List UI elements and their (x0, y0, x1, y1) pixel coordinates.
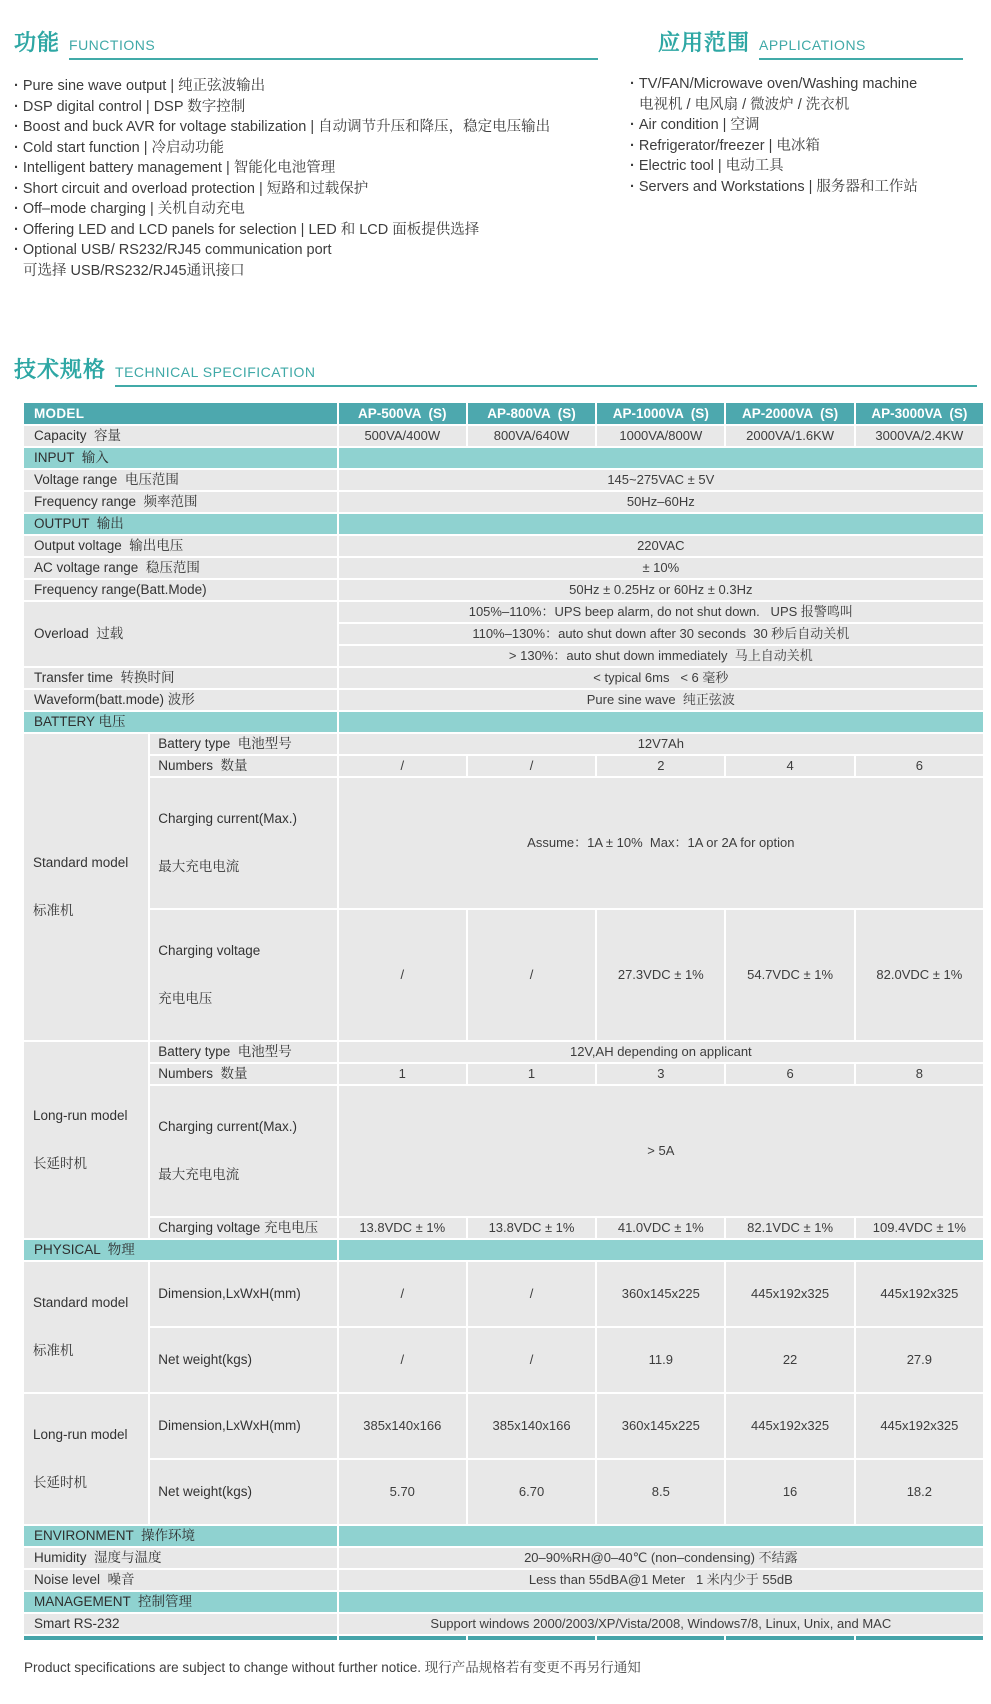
frequency-range-batt-value: 50Hz ± 0.25Hz or 60Hz ± 0.3Hz (339, 580, 983, 600)
phys-std-weight-value: 27.9 (856, 1328, 983, 1392)
section-physical-fill (339, 1240, 983, 1260)
longrun-model-group-label: Long-run model 长延时机 (24, 1042, 148, 1238)
row-transfer-time (24, 668, 983, 688)
row-section-management (24, 1592, 983, 1612)
list-item: · Off–mode charging | 关机自动充电 (14, 199, 598, 220)
phys-std-dimension-value: 445x192x325 (856, 1262, 983, 1326)
list-item: · Short circuit and overload protection | 短路和过载保护 (14, 179, 598, 200)
applications-section (630, 26, 963, 197)
row-waveform (24, 690, 983, 710)
lr-numbers-value: 1 (468, 1064, 595, 1084)
lr-numbers-value: 3 (597, 1064, 724, 1084)
smart-rs232-label: Smart RS-232 (24, 1614, 337, 1634)
row-std-charging-current (24, 778, 983, 908)
spec-title (14, 353, 977, 387)
waveform-value: Pure sine wave 纯正弦波 (339, 690, 983, 710)
std-charging-voltage-value: / (468, 910, 595, 1040)
phys-std-weight-value: / (468, 1328, 595, 1392)
std-charging-voltage-value: 54.7VDC ± 1% (726, 910, 853, 1040)
overload-value: 110%–130%：auto shut down after 30 seconds 30 秒后自动关机 (339, 624, 983, 644)
phys-std-weight-value: 11.9 (597, 1328, 724, 1392)
section-environment-fill (339, 1526, 983, 1546)
std-charging-voltage-value: 82.0VDC ± 1% (856, 910, 983, 1040)
std-charging-voltage-label: Charging voltage 充电电压 (150, 910, 336, 1040)
std-battery-type-value: 12V7Ah (339, 734, 983, 754)
row-lr-numbers (24, 1064, 983, 1084)
lr-charging-voltage-value: 82.1VDC ± 1% (726, 1218, 853, 1238)
model-name: AP-500VA (S) (339, 403, 466, 424)
spec-title-zh: 技术规格 (14, 357, 107, 382)
row-ac-voltage-range (24, 558, 983, 578)
std-numbers-value: / (468, 756, 595, 776)
standard-model-group-label: Standard model 标准机 (24, 734, 148, 1040)
row-section-environment (24, 1526, 983, 1546)
smart-rs232-value: Support windows 2000/2003/XP/Vista/2008, Windows7/8, Linux, Unix, and MAC (339, 1614, 983, 1634)
std-numbers-value: / (339, 756, 466, 776)
lr-charging-voltage-value: 13.8VDC ± 1% (339, 1218, 466, 1238)
functions-section (14, 26, 598, 281)
row-output-voltage (24, 536, 983, 556)
list-item: · Servers and Workstations | 服务器和工作站 (630, 177, 963, 198)
row-section-input (24, 448, 983, 468)
row-noise (24, 1570, 983, 1590)
phys-std-dimension-value: 445x192x325 (726, 1262, 853, 1326)
model-name: AP-1000VA (S) (597, 403, 724, 424)
row-section-output (24, 514, 983, 534)
section-battery-label: BATTERY 电压 (24, 712, 337, 732)
list-item: · Pure sine wave output | 纯正弦波输出 (14, 76, 598, 97)
row-section-battery (24, 712, 983, 732)
list-item: · Electric tool | 电动工具 (630, 156, 963, 177)
list-item: · Refrigerator/freezer | 电冰箱 (630, 136, 963, 157)
row-frequency-range-batt (24, 580, 983, 600)
phys-lr-dimension-value: 445x192x325 (726, 1394, 853, 1458)
phys-lr-dimension-value: 385x140x166 (339, 1394, 466, 1458)
overload-label: Overload 过载 (24, 602, 337, 666)
frequency-range-batt-label: Frequency range(Batt.Mode) (24, 580, 337, 600)
row-std-battery-type (24, 734, 983, 754)
frequency-range-label: Frequency range 频率范围 (24, 492, 337, 512)
output-voltage-label: Output voltage 输出电压 (24, 536, 337, 556)
phys-std-weight-label: Net weight(kgs) (150, 1328, 336, 1392)
section-output-label: OUTPUT 输出 (24, 514, 337, 534)
row-voltage-range (24, 470, 983, 490)
lr-charging-voltage-value: 13.8VDC ± 1% (468, 1218, 595, 1238)
std-charging-voltage-value: 27.3VDC ± 1% (597, 910, 724, 1040)
applications-list (630, 74, 963, 197)
phys-std-weight-value: 22 (726, 1328, 853, 1392)
row-humidity (24, 1548, 983, 1568)
std-charging-voltage-value: / (339, 910, 466, 1040)
section-battery-fill (339, 712, 983, 732)
section-input-fill (339, 448, 983, 468)
lr-numbers-value: 6 (726, 1064, 853, 1084)
std-charging-current-label: Charging current(Max.) 最大充电电流 (150, 778, 336, 908)
capacity-value: 2000VA/1.6KW (726, 426, 853, 446)
row-lr-charging-current (24, 1086, 983, 1216)
lr-charging-current-label: Charging current(Max.) 最大充电电流 (150, 1086, 336, 1216)
capacity-value: 3000VA/2.4KW (856, 426, 983, 446)
section-management-fill (339, 1592, 983, 1612)
transfer-time-value: < typical 6ms < 6 毫秒 (339, 668, 983, 688)
list-item-continuation: 可选择 USB/RS232/RJ45通讯接口 (23, 262, 245, 279)
std-battery-type-label: Battery type 电池型号 (150, 734, 336, 754)
row-frequency-range (24, 492, 983, 512)
section-physical-label: PHYSICAL 物理 (24, 1240, 337, 1260)
list-item: · Boost and buck AVR for voltage stabilization | 自动调节升压和降压，稳定电压输出 (14, 117, 598, 138)
voltage-range-label: Voltage range 电压范围 (24, 470, 337, 490)
row-std-charging-voltage (24, 910, 983, 1040)
model-name: AP-3000VA (S) (856, 403, 983, 424)
noise-label: Noise level 噪音 (24, 1570, 337, 1590)
longrun-model-group-label: Long-run model 长延时机 (24, 1394, 148, 1524)
capacity-value: 500VA/400W (339, 426, 466, 446)
phys-lr-weight-label: Net weight(kgs) (150, 1460, 336, 1524)
phys-lr-dimension-label: Dimension,LxWxH(mm) (150, 1394, 336, 1458)
phys-lr-dimension-value: 360x145x225 (597, 1394, 724, 1458)
applications-title-en: APPLICATIONS (759, 37, 963, 60)
list-item: · TV/FAN/Microwave oven/Washing machine 电视机 / 电风扇 / 微波炉 / 洗衣机 (630, 74, 963, 115)
lr-charging-voltage-value: 41.0VDC ± 1% (597, 1218, 724, 1238)
phys-lr-weight-value: 16 (726, 1460, 853, 1524)
functions-title (14, 26, 598, 60)
transfer-time-label: Transfer time 转换时间 (24, 668, 337, 688)
lr-charging-voltage-label: Charging voltage 充电电压 (150, 1218, 336, 1238)
table-bottom-bar (24, 1636, 983, 1640)
std-charging-current-value: Assume：1A ± 10% Max：1A or 2A for option (339, 778, 983, 908)
applications-title (630, 26, 963, 60)
list-item: · Cold start function | 冷启动功能 (14, 138, 598, 159)
lr-numbers-value: 8 (856, 1064, 983, 1084)
row-phys-std-dimension (24, 1262, 983, 1326)
row-model-header (24, 403, 983, 424)
model-name: AP-800VA (S) (468, 403, 595, 424)
row-section-physical (24, 1240, 983, 1260)
ac-voltage-range-label: AC voltage range 稳压范围 (24, 558, 337, 578)
phys-std-dimension-label: Dimension,LxWxH(mm) (150, 1262, 336, 1326)
list-item: · Optional USB/ RS232/RJ45 communication port 可选择 USB/RS232/RJ45通讯接口 (14, 240, 598, 281)
section-management-label: MANAGEMENT 控制管理 (24, 1592, 337, 1612)
humidity-value: 20–90%RH@0–40℃ (non–condensing) 不结露 (339, 1548, 983, 1568)
phys-lr-weight-value: 18.2 (856, 1460, 983, 1524)
phys-std-dimension-value: / (468, 1262, 595, 1326)
row-lr-charging-voltage (24, 1218, 983, 1238)
row-phys-lr-weight (24, 1460, 983, 1524)
phys-lr-dimension-value: 385x140x166 (468, 1394, 595, 1458)
humidity-label: Humidity 湿度与温度 (24, 1548, 337, 1568)
lr-numbers-value: 1 (339, 1064, 466, 1084)
list-item-continuation: 电视机 / 电风扇 / 微波炉 / 洗衣机 (639, 96, 850, 113)
list-item: · Offering LED and LCD panels for selection | LED 和 LCD 面板提供选择 (14, 220, 598, 241)
row-phys-lr-dimension (24, 1394, 983, 1458)
spec-table (22, 401, 985, 1642)
lr-charging-voltage-value: 109.4VDC ± 1% (856, 1218, 983, 1238)
overload-value: 105%–110%：UPS beep alarm, do not shut down. UPS 报警鸣叫 (339, 602, 983, 622)
std-numbers-value: 6 (856, 756, 983, 776)
ac-voltage-range-value: ± 10% (339, 558, 983, 578)
phys-std-weight-value: / (339, 1328, 466, 1392)
voltage-range-value: 145~275VAC ± 5V (339, 470, 983, 490)
std-numbers-value: 4 (726, 756, 853, 776)
frequency-range-value: 50Hz–60Hz (339, 492, 983, 512)
list-item: · Intelligent battery management | 智能化电池管理 (14, 158, 598, 179)
section-input-label: INPUT 输入 (24, 448, 337, 468)
waveform-label: Waveform(batt.mode) 波形 (24, 690, 337, 710)
row-lr-battery-type (24, 1042, 983, 1062)
list-item: · Air condition | 空调 (630, 115, 963, 136)
phys-std-dimension-value: 360x145x225 (597, 1262, 724, 1326)
section-environment-label: ENVIRONMENT 操作环境 (24, 1526, 337, 1546)
overload-value: > 130%：auto shut down immediately 马上自动关机 (339, 646, 983, 666)
capacity-value: 800VA/640W (468, 426, 595, 446)
phys-lr-dimension-value: 445x192x325 (856, 1394, 983, 1458)
top-section (14, 26, 977, 281)
noise-value: Less than 55dBA@1 Meter 1 米内少于 55dB (339, 1570, 983, 1590)
functions-title-zh: 功能 (14, 30, 61, 55)
model-name: AP-2000VA (S) (726, 403, 853, 424)
functions-title-en: FUNCTIONS (69, 37, 598, 60)
output-voltage-value: 220VAC (339, 536, 983, 556)
row-overload-1 (24, 602, 983, 622)
lr-battery-type-label: Battery type 电池型号 (150, 1042, 336, 1062)
phys-lr-weight-value: 8.5 (597, 1460, 724, 1524)
applications-title-zh: 应用范围 (658, 30, 751, 55)
standard-model-group-label: Standard model 标准机 (24, 1262, 148, 1392)
phys-std-dimension-value: / (339, 1262, 466, 1326)
capacity-label: Capacity 容量 (24, 426, 337, 446)
footer-note: Product specifications are subject to change without further notice. 现行产品规格若有变更不再另行通知 (24, 1660, 641, 1675)
list-item: · DSP digital control | DSP 数字控制 (14, 97, 598, 118)
row-capacity (24, 426, 983, 446)
functions-list (14, 76, 598, 281)
std-numbers-value: 2 (597, 756, 724, 776)
row-smart-rs232 (24, 1614, 983, 1634)
phys-lr-weight-value: 5.70 (339, 1460, 466, 1524)
std-numbers-label: Numbers 数量 (150, 756, 336, 776)
row-phys-std-weight (24, 1328, 983, 1392)
lr-charging-current-value: > 5A (339, 1086, 983, 1216)
section-output-fill (339, 514, 983, 534)
capacity-value: 1000VA/800W (597, 426, 724, 446)
phys-lr-weight-value: 6.70 (468, 1460, 595, 1524)
row-std-numbers (24, 756, 983, 776)
spec-title-en: TECHNICAL SPECIFICATION (115, 364, 977, 387)
lr-numbers-label: Numbers 数量 (150, 1064, 336, 1084)
model-header-label: MODEL (24, 403, 337, 424)
lr-battery-type-value: 12V,AH depending on applicant (339, 1042, 983, 1062)
